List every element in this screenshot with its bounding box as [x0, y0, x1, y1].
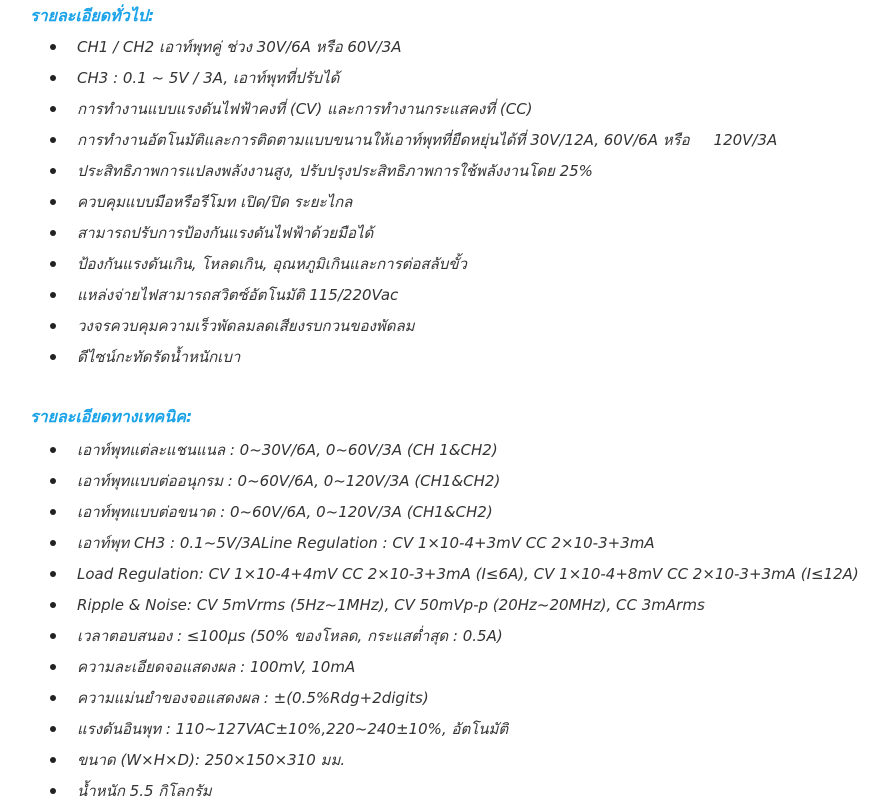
list-item-text: น้ำหนัก 5.5 กิโลกรัม [77, 782, 212, 800]
bullet-icon [50, 199, 56, 205]
list-item-text: เอาท์พุทแต่ละแชนแนล : 0~30V/6A, 0~60V/3A (CH 1&CH2) [77, 441, 498, 459]
list-item-text: CH3 : 0.1 ~ 5V / 3A, เอาท์พุทที่ปรับได้ [77, 69, 340, 87]
bullet-icon [50, 540, 56, 546]
bullet-icon [50, 788, 56, 794]
technical-section-title: รายละเอียดทางเทคนิค: [30, 407, 193, 426]
bullet-icon [50, 726, 56, 732]
list-item [0, 68, 777, 99]
list-item-text: แหล่งจ่ายไฟสามารถสวิตซ์อัตโนมัติ 115/220Vac [77, 286, 399, 304]
list-item-text: ความแม่นยำของจอแสดงผล : ±(0.5%Rdg+2digits) [77, 689, 429, 707]
technical-specs-list [0, 440, 859, 812]
bullet-icon [50, 695, 56, 701]
list-item-text: Load Regulation: CV 1×10-4+4mV CC 2×10-3+3mA (I≤6A), CV 1×10-4+8mV CC 2×10-3+3mA (I≤12A) [77, 565, 859, 583]
list-item [0, 285, 777, 316]
bullet-icon [50, 757, 56, 763]
list-item [0, 130, 777, 161]
list-item [0, 440, 859, 471]
list-item [0, 161, 777, 192]
general-features-list [0, 37, 777, 378]
list-item-text: วงจรควบคุมความเร็วพัดลมลดเสียงรบกวนของพัดลม [77, 317, 415, 335]
list-item-text: เอาท์พุทแบบต่อขนาด : 0~60V/6A, 0~120V/3A (CH1&CH2) [77, 503, 493, 521]
list-item [0, 595, 859, 626]
list-item-text: ประสิทธิภาพการแปลงพลังงานสูง, ปรับปรุงประสิทธิภาพการใช้พลังงานโดย 25% [77, 162, 593, 180]
list-item [0, 223, 777, 254]
list-item [0, 657, 859, 688]
list-item-text: ความละเอียดจอแสดงผล : 100mV, 10mA [77, 658, 356, 676]
list-item-text: เวลาตอบสนอง : ≤100μs (50% ของโหลด, กระแสต่ำสุด : 0.5A) [77, 627, 503, 645]
list-item [0, 37, 777, 68]
list-item [0, 781, 859, 812]
list-item-text: Ripple & Noise: CV 5mVrms (5Hz~1MHz), CV 50mVp-p (20Hz~20MHz), CC 3mArms [77, 596, 705, 614]
bullet-icon [50, 664, 56, 670]
bullet-icon [50, 106, 56, 112]
bullet-icon [50, 292, 56, 298]
bullet-icon [50, 354, 56, 360]
bullet-icon [50, 478, 56, 484]
bullet-icon [50, 168, 56, 174]
bullet-icon [50, 571, 56, 577]
list-item [0, 192, 777, 223]
bullet-icon [50, 323, 56, 329]
list-item [0, 688, 859, 719]
list-item-text: เอาท์พุท CH3 : 0.1~5V/3ALine Regulation : CV 1×10-4+3mV CC 2×10-3+3mA [77, 534, 655, 552]
bullet-icon [50, 447, 56, 453]
list-item [0, 719, 859, 750]
list-item [0, 750, 859, 781]
list-item-text: CH1 / CH2 เอาท์พุทคู่ ช่วง 30V/6A หรือ 60V/3A [77, 38, 402, 56]
bullet-icon [50, 137, 56, 143]
list-item [0, 471, 859, 502]
bullet-icon [50, 230, 56, 236]
bullet-icon [50, 261, 56, 267]
list-item-text: การทำงานอัตโนมัติและการติดตามแบบขนานให้เอาท์พุทที่ยืดหยุ่นได้ที่ 30V/12A, 60V/6A หรือ 120V/3A [77, 131, 778, 149]
list-item [0, 99, 777, 130]
list-item-text: สามารถปรับการป้องกันแรงดันไฟฟ้าด้วยมือได้ [77, 224, 374, 242]
list-item-text: การทำงานแบบแรงดันไฟฟ้าคงที่ (CV) และการทำงานกระแสคงที่ (CC) [77, 100, 533, 118]
list-item [0, 254, 777, 285]
list-item-text: เอาท์พุทแบบต่ออนุกรม : 0~60V/6A, 0~120V/3A (CH1&CH2) [77, 472, 501, 490]
general-section-title: รายละเอียดทั่วไป: [30, 6, 155, 25]
list-item-text: ขนาด (W×H×D): 250×150×310 มม. [77, 751, 346, 769]
list-item-text: ดีไซน์กะทัดรัดน้ำหนักเบา [77, 348, 241, 366]
list-item-text: ป้องกันแรงดันเกิน, โหลดเกิน, อุณหภูมิเกินและการต่อสลับขั้ว [77, 255, 467, 273]
bullet-icon [50, 75, 56, 81]
bullet-icon [50, 602, 56, 608]
bullet-icon [50, 509, 56, 515]
list-item-text: แรงดันอินพุท : 110~127VAC±10%,220~240±10%, อัตโนมัติ [77, 720, 509, 738]
list-item [0, 533, 859, 564]
list-item [0, 502, 859, 533]
list-item [0, 347, 777, 378]
bullet-icon [50, 44, 56, 50]
list-item-text: ควบคุมแบบมือหรือรีโมท เปิด/ปิด ระยะไกล [77, 193, 353, 211]
list-item [0, 316, 777, 347]
bullet-icon [50, 633, 56, 639]
list-item [0, 626, 859, 657]
list-item [0, 564, 859, 595]
